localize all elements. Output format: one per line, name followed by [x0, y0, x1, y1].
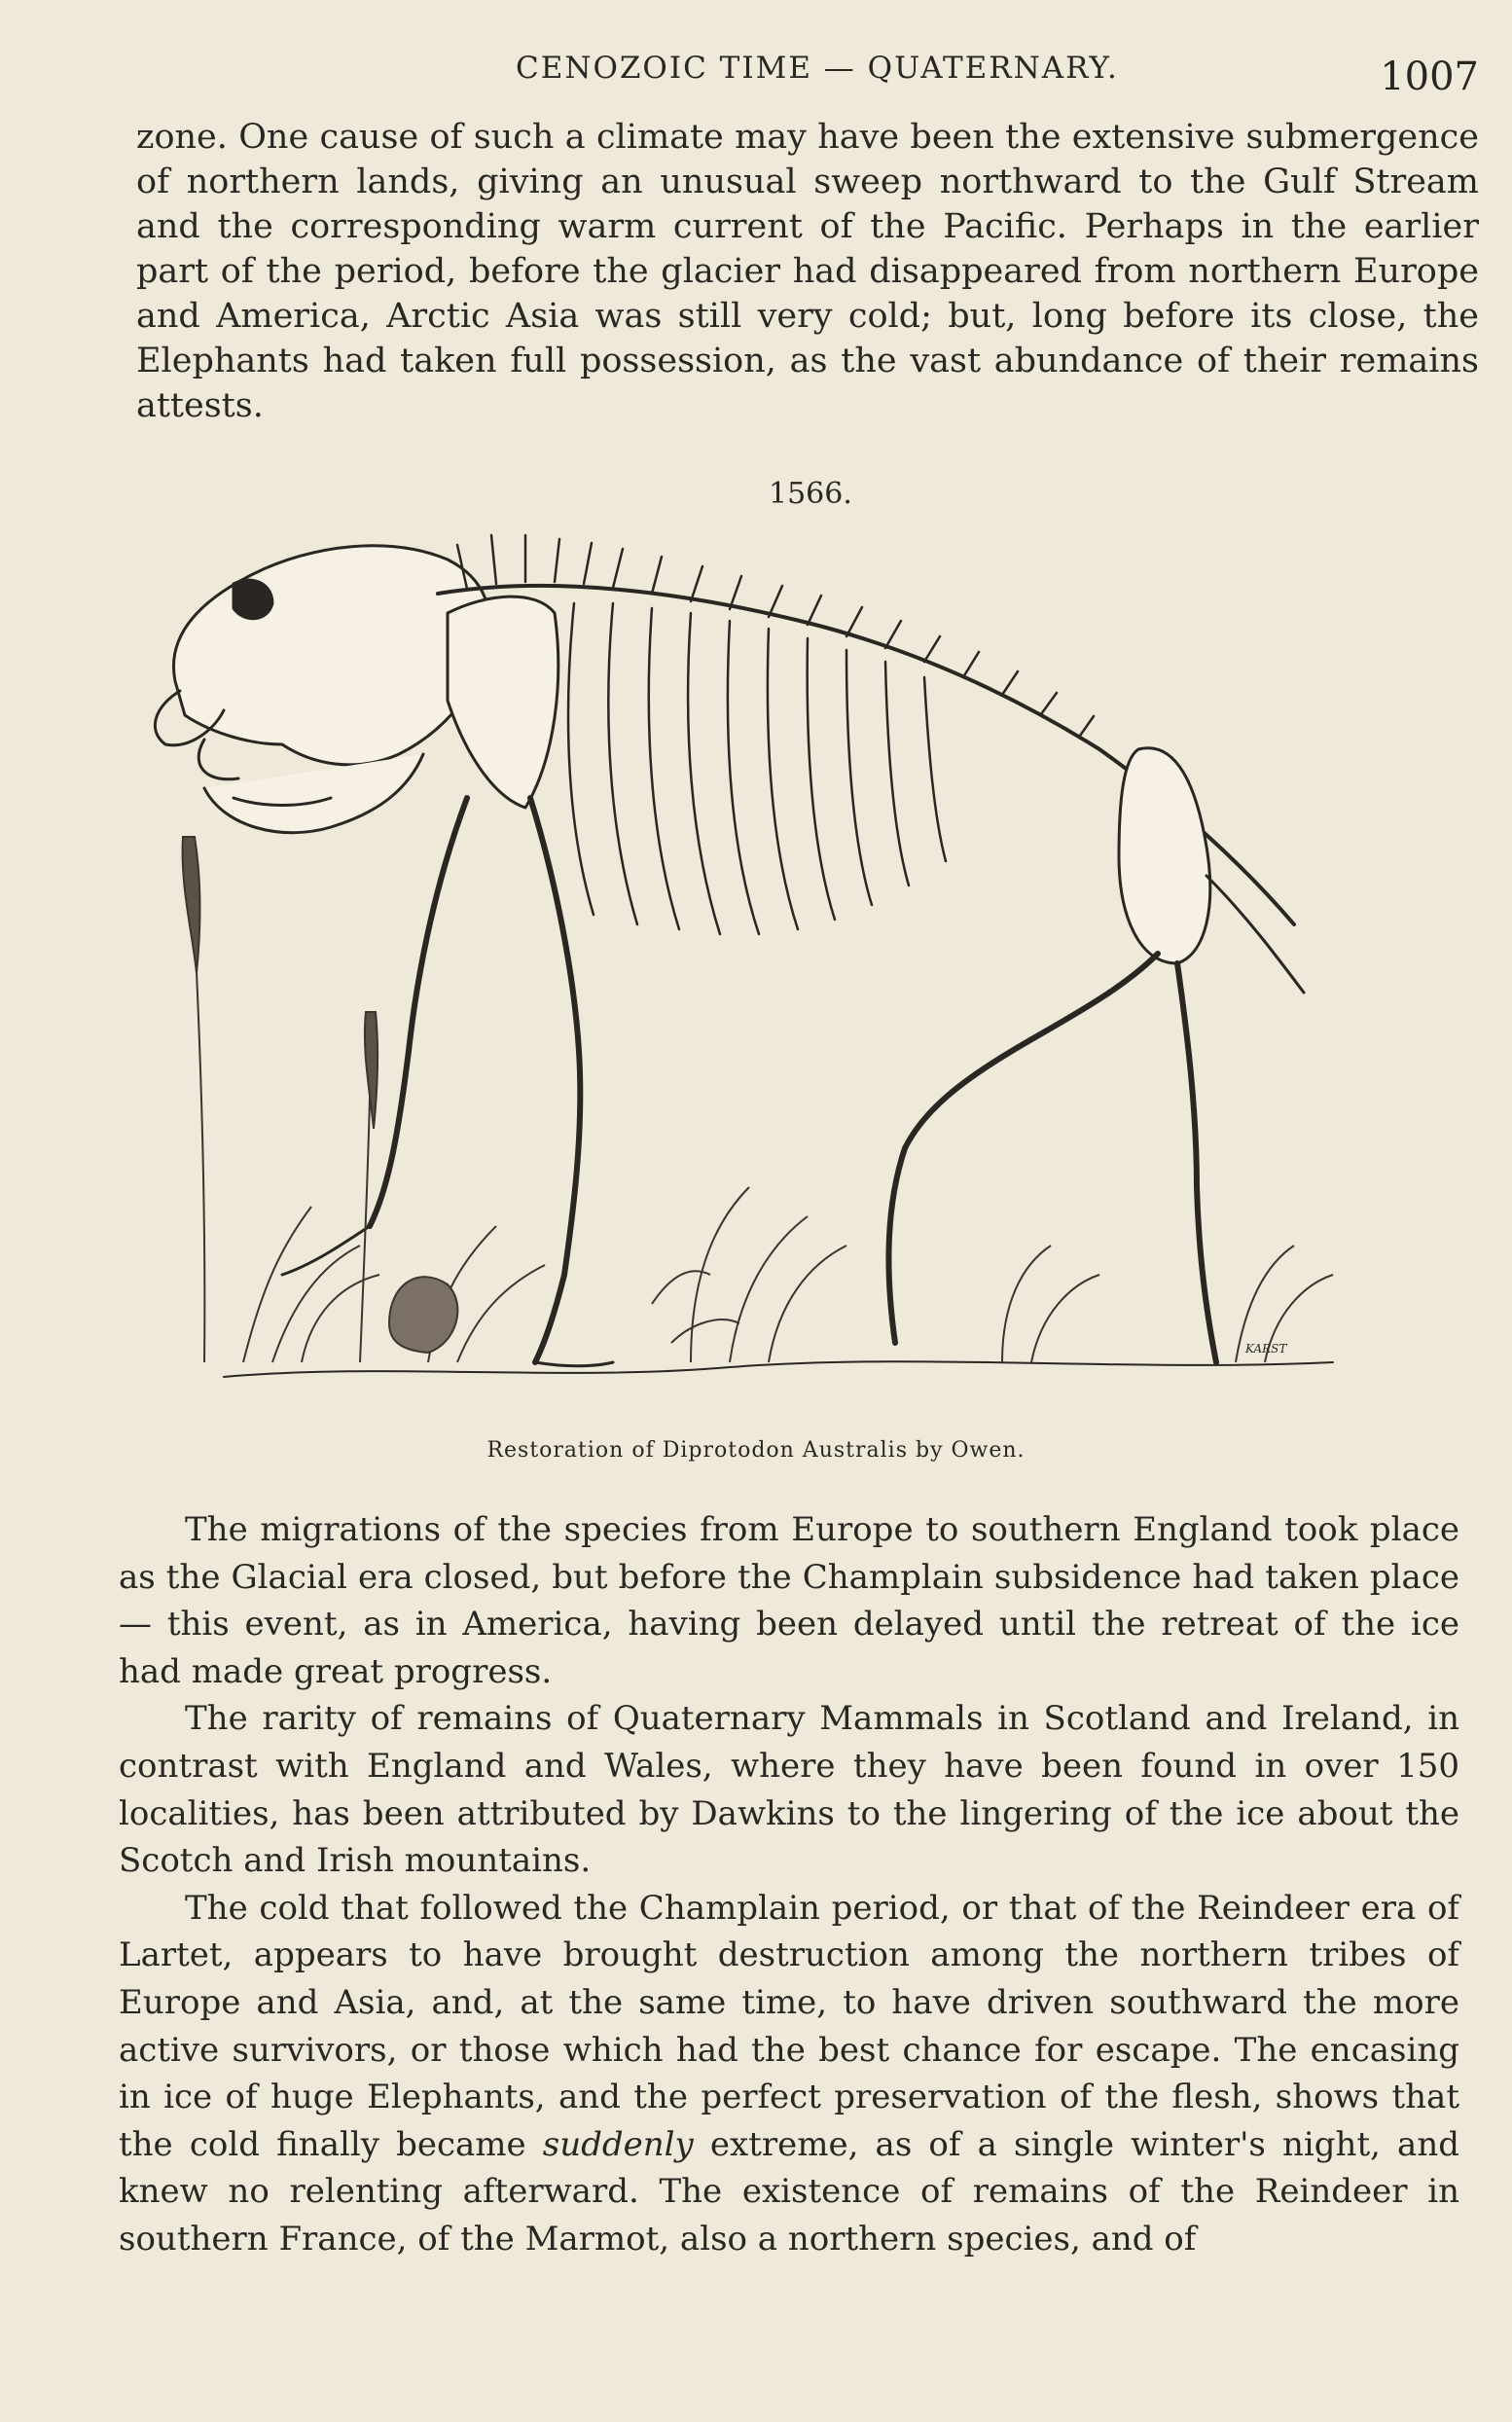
skull — [173, 546, 489, 765]
pelvis — [1119, 748, 1210, 963]
page-number: 1007 — [1380, 54, 1479, 99]
figure-caption: Restoration of Diprotodon Australis by Owen. — [486, 1438, 1026, 1463]
top-paragraph: zone. One cause of such a climate may have been the extensive submergence of northern lands, giving an unusual sweep northward to the Gulf Stream and the corresponding warm current of the Pacific. Perhaps in the earlier part of the period, before the glacier had disappeared from northern Europe and America, Arctic Asia was still very cold; but, long before its close, the Elephants had taken full possession, as the vast abundance of their remains attests. — [136, 118, 1479, 425]
engraver-signature: KARST — [1245, 1342, 1287, 1356]
italic-suddenly: suddenly — [542, 2124, 694, 2164]
front-leg — [370, 798, 467, 1226]
paragraph-migrations: The migrations of the species from Europe to southern England took place as the Glacial era closed, but before the Champlain subsidence had taken place — this event, as in America, having been delayed until the retreat of the ice had made great progress. — [119, 1510, 1459, 1691]
paragraph-cold — [119, 1885, 1459, 2263]
paragraph-cold-part2: extreme, as of a single winter's night, and knew no relenting afterward. The existence of remains of the Reindeer in southern France, of the Marmot, also a northern species, and of — [119, 2124, 1459, 2259]
scapula — [448, 596, 558, 808]
body-text — [119, 1506, 1459, 2263]
diprotodon-illustration — [146, 506, 1450, 1421]
page-header — [117, 51, 1479, 109]
diprotodon-skeleton-drawing — [146, 506, 1450, 1421]
running-head: CENOZOIC TIME — QUATERNARY. — [516, 51, 1119, 86]
hind-leg — [888, 954, 1158, 1343]
lower-jaw — [204, 754, 423, 833]
figure-number: 1566. — [769, 477, 852, 511]
paragraph-rarity: The rarity of remains of Quaternary Mammals in Scotland and Ireland, in contrast with England and Wales, where they have been found in over 150 localities, has been attributed by Dawkins to the lingering of the ice about the Scotch and Irish mountains. — [119, 1699, 1459, 1881]
paragraph-cold-part1: The cold that followed the Champlain period, or that of the Reindeer era of Lartet, appears to have brought destruction among the northern tribes of Europe and Asia, and, at the same time, to have driven southward the more active survivors, or those which had the best chance for escape. The encasing in ice of huge Elephants, and the perfect preservation of the flesh, shows that the cold finally became — [119, 1888, 1459, 2164]
pineapple-plant — [389, 1277, 457, 1353]
